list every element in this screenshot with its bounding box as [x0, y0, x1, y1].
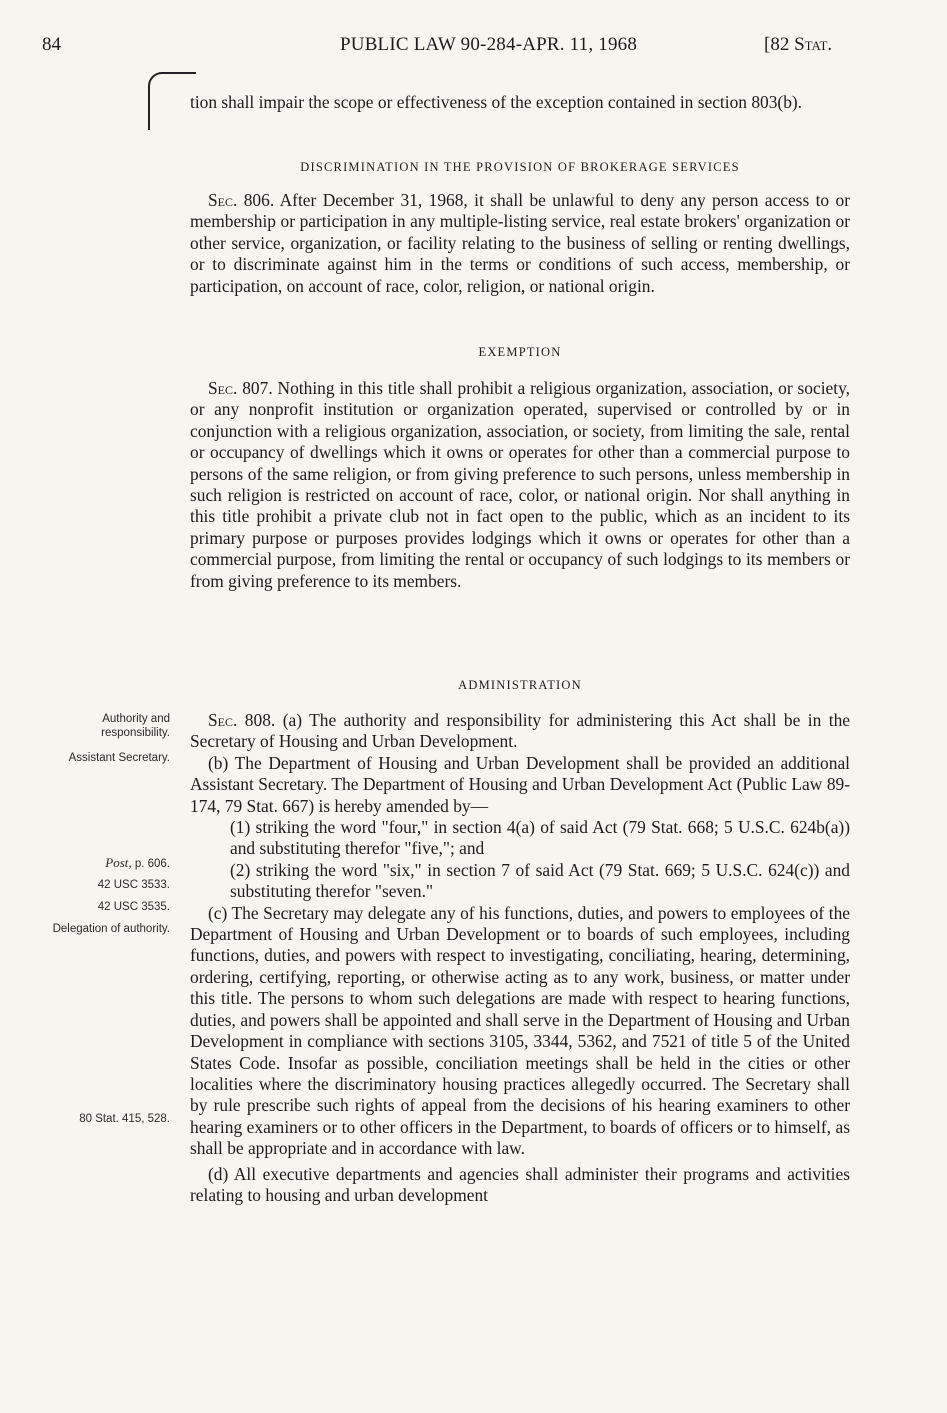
sec-808-a: (a) The authority and responsibility for administering this Act shall be in the Secretary of Housing and Urban Development. — [190, 710, 850, 752]
sec-807-text: Nothing in this title shall prohibit a religious organization, association, or society, or any nonprofit institution or organization operated, supervised or controlled by or in conjunction with a religious organization, association, or society, from limiting the sale, rental or occupancy of dwellings which it owns or operates for other than a commercial purpose to persons of the same religion, or from giving preference to such persons, unless membership in such religion is restricted on account of race, color, or national origin. Nor shall anything in this title prohibit a private club not in fact open to the public, which as an incident to its primary purpose or purposes provides lodgings which it owns or operates for other than a commercial purpose, from limiting the rental or occupancy of such lodgings to its members or from giving preference to its members. — [190, 378, 850, 591]
page-header — [0, 34, 947, 68]
continuation-paragraph — [190, 92, 850, 113]
margin-note-delegation: Delegation of authority. — [52, 923, 170, 935]
heading-brokerage: DISCRIMINATION IN THE PROVISION OF BROKERAGE SERVICES — [300, 160, 740, 174]
margin-note-usc3533: 42 USC 3533. — [97, 879, 170, 891]
volume-label: Stat. — [794, 34, 833, 55]
section-808 — [190, 710, 850, 1206]
margin-note-assistant: Assistant Secretary. — [68, 752, 170, 764]
sec-808-c: (c) The Secretary may delegate any of his functions, duties, and powers to employees of the Department of Housing and Urban Development or to boards of such employees, including functions, duties, and powers with respect to investigating, conciliating, hearing, determining, ordering, certifying, reporting, or otherwise acting as to any work, business, or matter under this title. The persons to whom such delegations are made with respect to hearing functions, duties, and powers shall be appointed and shall serve in the Department of Housing and Urban Development in compliance with sections 3105, 3344, 5362, and 7521 of title 5 of the United States Code. Insofar as possible, conciliation meetings shall be held in the cities or other localities where the discriminatory housing practices allegedly occurred. The Secretary shall by rule prescribe such rights of appeal from the decisions of his hearing examiners to other hearing examiners or to other officers in the Department, to boards of officers or to himself, as shall be appropriate and in accordance with law. — [190, 902, 850, 1159]
section-807 — [190, 378, 850, 592]
sec-806-text: After December 31, 1968, it shall be unlawful to deny any person access to or membership or participation in any multiple-listing service, real estate brokers' organization or other service, organization, or facility relating to the business of selling or renting dwellings, or to discriminate against him in the terms or conditions of such access, membership, or participation, on account of race, color, religion, or national origin. — [190, 190, 851, 296]
sec-808-label: Sec. 808. — [208, 710, 276, 730]
volume-citation — [764, 34, 832, 56]
sec-807-label: Sec. 807. — [208, 378, 273, 398]
volume-prefix: [82 — [764, 34, 795, 55]
sec-808-b1: (1) striking the word "four," in section 4(a) of said Act (79 Stat. 668; 5 U.S.C. 624b(a)) and substituting therefor "five,"; and — [230, 817, 850, 859]
margin-note-post-page: p. 606. — [131, 858, 170, 870]
margin-note-post — [40, 856, 170, 871]
sec-808-b: (b) The Department of Housing and Urban Development shall be provided an additional Assistant Secretary. The Department of Housing and Urban Development Act (Public Law 89-174, 79 Stat. 667) is hereby amended by— — [190, 752, 850, 816]
margin-note-post-label: Post, — [105, 855, 132, 870]
margin-note-80-stat: 80 Stat. 415, 528. — [79, 1113, 170, 1125]
sec-808-b2: (2) striking the word "six," in section 7 of said Act (79 Stat. 669; 5 U.S.C. 624(c)) and substituting therefor "seven." — [230, 859, 850, 902]
heading-exemption: EXEMPTION — [478, 345, 562, 359]
margin-note-usc3535: 42 USC 3535. — [97, 901, 170, 913]
sec-808-d: (d) All executive departments and agencies shall administer their programs and activities relating to housing and urban development — [190, 1163, 850, 1205]
page-number: 84 — [42, 34, 61, 55]
corner-bracket-mark — [148, 72, 196, 130]
running-title: PUBLIC LAW 90-284-APR. 11, 1968 — [340, 34, 638, 55]
margin-note-authority: Authority and responsibility. — [101, 713, 170, 739]
section-806 — [190, 190, 850, 297]
sec-806-label: Sec. 806. — [208, 190, 275, 210]
continuation-text: tion shall impair the scope or effectiveness of the exception contained in section 803(b). — [190, 92, 803, 112]
heading-administration: ADMINISTRATION — [458, 678, 582, 692]
